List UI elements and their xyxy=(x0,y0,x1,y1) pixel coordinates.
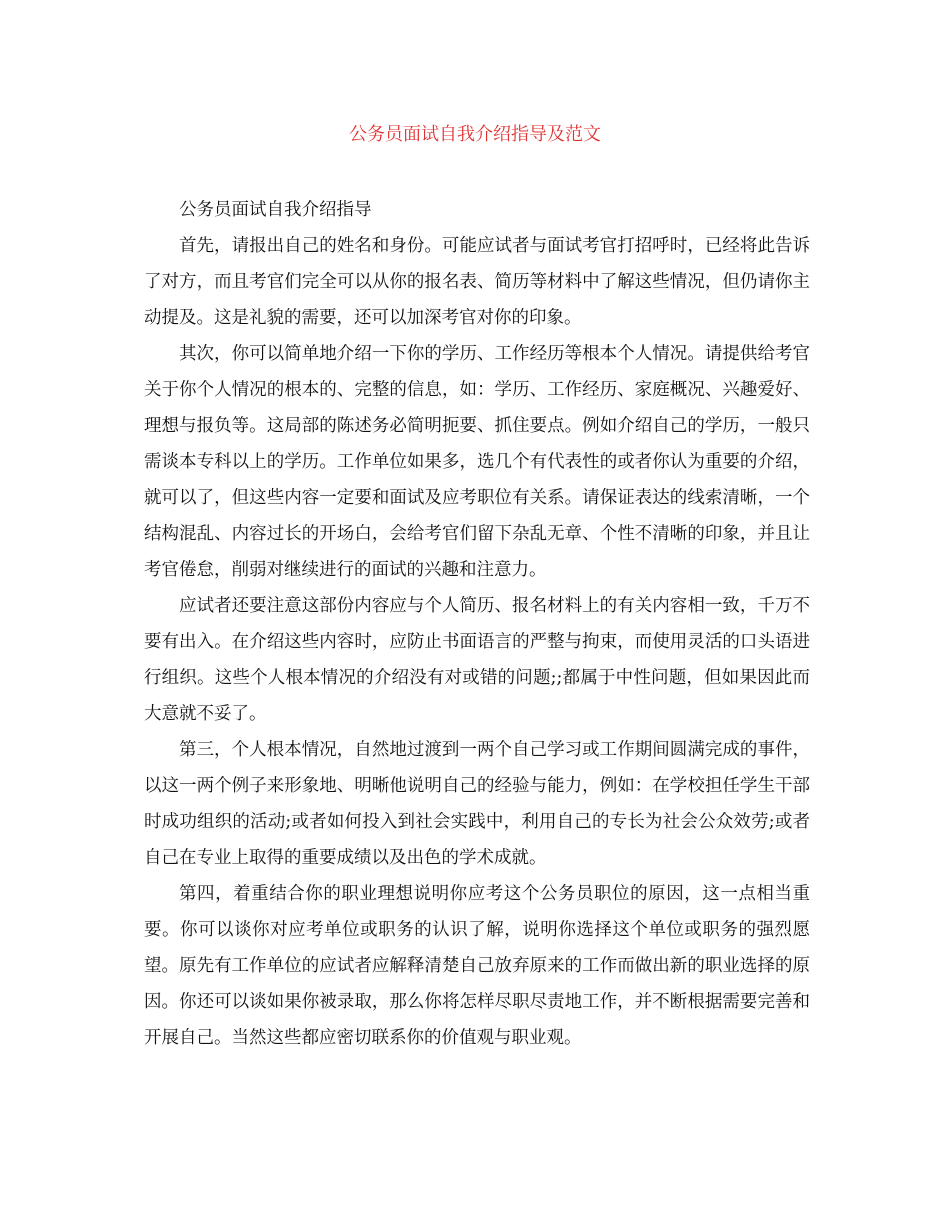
paragraph-2: 其次，你可以简单地介绍一下你的学历、工作经历等根本个人情况。请提供给考官关于你个人情况的根本的、完整的信息，如：学历、工作经历、家庭概况、兴趣爱好、理想与报负等。这局部的陈述务必简明扼要、抓住要点。例如介绍自己的学历，一般只需谈本专科以上的学历。工作单位如果多，选几个有代表性的或者你认为重要的介绍，就可以了，但这些内容一定要和面试及应考职位有关系。请保证表达的线索清晰，一个结构混乱、内容过长的开场白，会给考官们留下杂乱无章、个性不清晰的印象，并且让考官倦怠，削弱对继续进行的面试的兴趣和注意力。 xyxy=(144,344,810,580)
document-body xyxy=(144,192,810,1056)
document-title: 公务员面试自我介绍指导及范文 xyxy=(349,124,601,145)
paragraph-1: 首先，请报出自己的姓名和身份。可能应试者与面试考官打招呼时，已经将此告诉了对方，而且考官们完全可以从你的报名表、简历等材料中了解这些情况，但仍请你主动提及。这是礼貌的需要，还可以加深考官对你的印象。 xyxy=(144,236,810,328)
paragraph-4: 第三，个人根本情况，自然地过渡到一两个自己学习或工作期间圆满完成的事件，以这一两个例子来形象地、明晰他说明自己的经验与能力，例如：在学校担任学生干部时成功组织的活动;或者如何投入到社会实践中，利用自己的专长为社会公众效劳;或者自己在专业上取得的重要成绩以及出色的学术成就。 xyxy=(144,740,810,868)
section-heading: 公务员面试自我介绍指导 xyxy=(179,200,372,220)
paragraph-5: 第四，着重结合你的职业理想说明你应考这个公务员职位的原因，这一点相当重要。你可以谈你对应考单位或职务的认识了解，说明你选择这个单位或职务的强烈愿望。原先有工作单位的应试者应解释清楚自己放弃原来的工作而做出新的职业选择的原因。你还可以谈如果你被录取，那么你将怎样尽职尽责地工作，并不断根据需要完善和开展自己。当然这些都应密切联系你的价值观与职业观。 xyxy=(144,884,810,1048)
paragraph-3: 应试者还要注意这部份内容应与个人简历、报名材料上的有关内容相一致，千万不要有出入。在介绍这些内容时，应防止书面语言的严整与拘束，而使用灵活的口头语进行组织。这些个人根本情况的介绍没有对或错的问题;;都属于中性问题，但如果因此而大意就不妥了。 xyxy=(144,596,810,724)
